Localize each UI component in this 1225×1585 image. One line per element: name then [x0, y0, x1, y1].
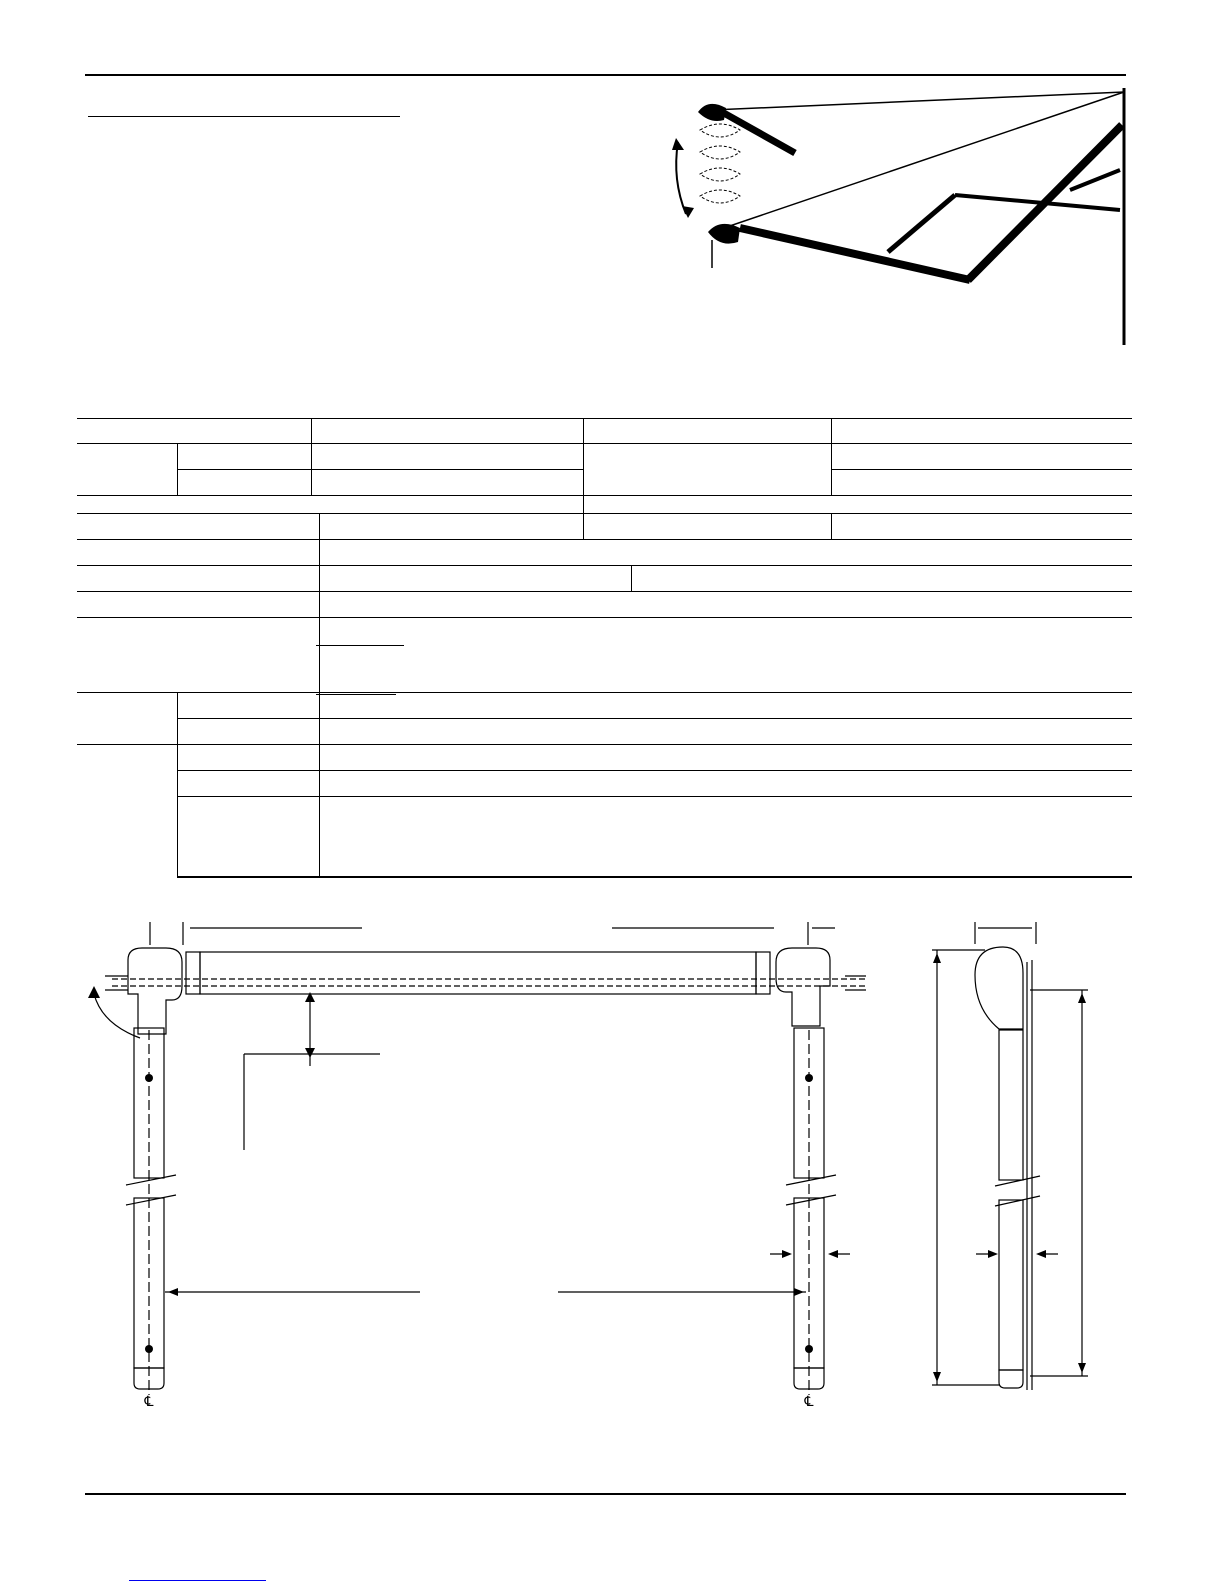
centerline-icon: ℄	[144, 1394, 154, 1410]
footer-rule	[85, 1493, 1126, 1495]
footer-link-underline	[129, 1580, 266, 1581]
centerline-icon: ℄	[804, 1394, 814, 1410]
